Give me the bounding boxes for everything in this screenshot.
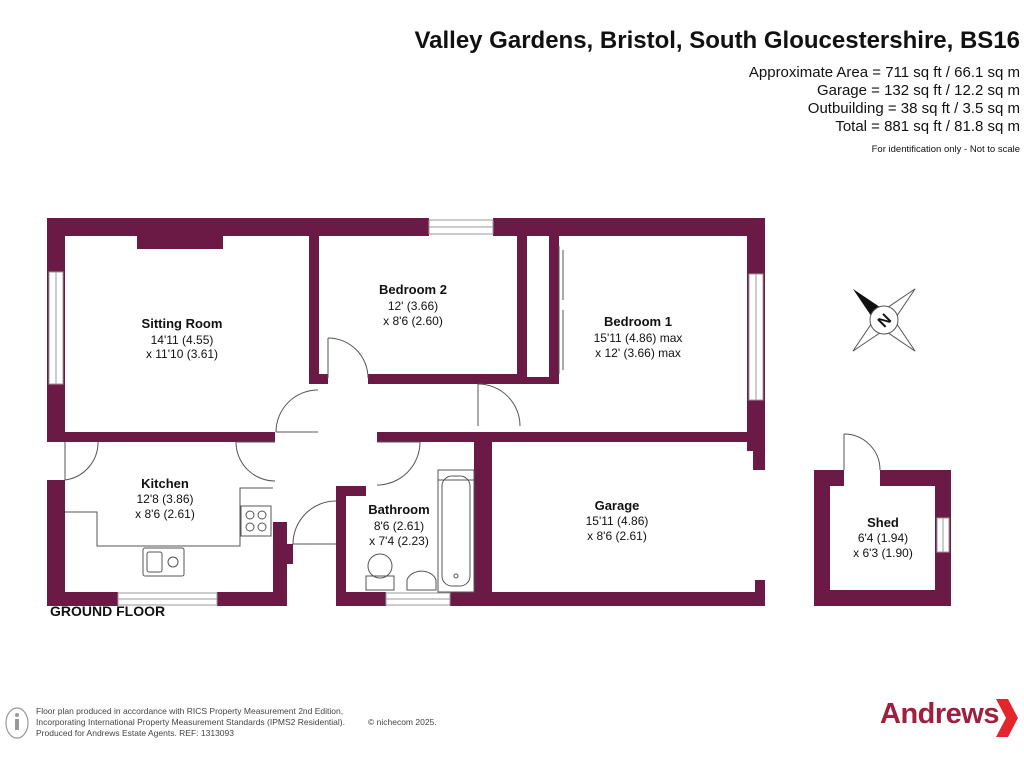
wardrobe [559, 246, 563, 374]
area-outbuilding: Outbuilding = 38 sq ft / 3.5 sq m [807, 100, 1020, 117]
shed-name: Shed [867, 515, 899, 530]
bathroom-dim2: x 7'4 (2.23) [369, 534, 429, 548]
sitting-room-dim1: 14'11 (4.55) [150, 333, 214, 347]
person-icon [4, 706, 30, 740]
footer-line1: Floor plan produced in accordance with RICS Property Measurement 2nd Edition, [36, 706, 344, 716]
copyright: © nichecom 2025. [368, 717, 437, 727]
area-approx: Approximate Area = 711 sq ft / 66.1 sq m [748, 64, 1020, 81]
kitchen-dim2: x 8'6 (2.61) [135, 507, 195, 521]
compass-letter: N [874, 310, 896, 332]
bedroom2-dim2: x 8'6 (2.60) [383, 314, 443, 328]
footer-line3: Produced for Andrews Estate Agents. REF: 1313093 [36, 728, 234, 738]
bathroom-name: Bathroom [368, 502, 430, 517]
kitchen-name: Kitchen [141, 476, 189, 491]
shed-dim1: 6'4 (1.94) [857, 531, 909, 545]
garage-dim1: 15'11 (4.86) [585, 514, 649, 528]
scale-note: For identification only - Not to scale [871, 144, 1020, 155]
footer-text [36, 706, 345, 739]
brand-logo: Andrews [880, 698, 999, 730]
sitting-room-dim2: x 11'10 (3.61) [145, 347, 219, 361]
bedroom1-name: Bedroom 1 [604, 314, 672, 329]
shed-dim2: x 6'3 (1.90) [853, 546, 913, 560]
garage-dim2: x 8'6 (2.61) [587, 529, 647, 543]
bedroom1-dim1: 15'11 (4.86) max [593, 331, 683, 345]
floor-label: GROUND FLOOR [50, 603, 166, 619]
sitting-room-name: Sitting Room [141, 316, 223, 331]
area-garage: Garage = 132 sq ft / 12.2 sq m [816, 82, 1020, 99]
arrow-icon [994, 697, 1020, 739]
garage-name: Garage [594, 498, 640, 513]
bedroom2-name: Bedroom 2 [379, 282, 447, 297]
page-title: Valley Gardens, Bristol, South Gloucestershire, BS16 [414, 27, 1020, 54]
footer-line2: Incorporating International Property Measurement Standards (IPMS2 Residential). [36, 717, 345, 727]
bedroom2-dim1: 12' (3.66) [387, 299, 439, 313]
window-mullions [56, 227, 943, 599]
kitchen-dim1: 12'8 (3.86) [136, 492, 194, 506]
area-total: Total = 881 sq ft / 81.8 sq m [835, 118, 1020, 135]
compass-icon [822, 258, 946, 382]
bathroom-dim1: 8'6 (2.61) [373, 519, 425, 533]
bedroom1-dim2: x 12' (3.66) max [595, 346, 681, 360]
